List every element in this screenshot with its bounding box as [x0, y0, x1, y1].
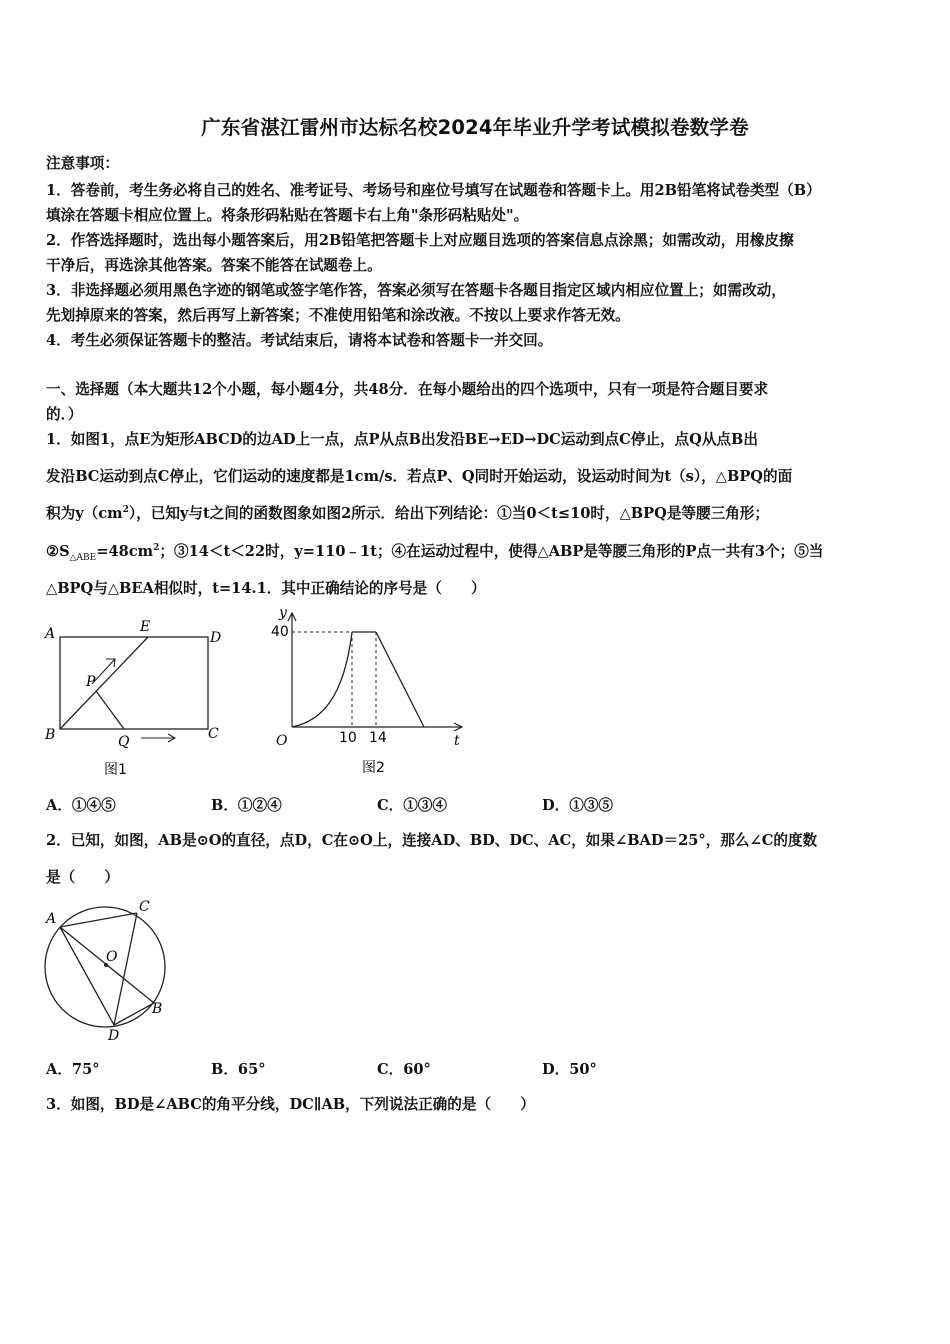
falling-segment [376, 632, 424, 727]
question-2-text: 2．已知，如图，AB是⊙O的直径，点D，C在⊙O上，连接AD、BD、DC、AC，如果∠BAD＝25°，那么∠C的度数 [46, 832, 818, 849]
curve-segment [292, 632, 352, 727]
question-1-text: △BPQ与△BEA相似时，t=14.1．其中正确结论的序号是（ ） [46, 580, 486, 597]
option-b: B．①②④ [211, 797, 282, 814]
point-label-a: A [46, 911, 57, 927]
option-a: A．75° [46, 1061, 100, 1078]
superscript: 2 [122, 505, 129, 516]
question-3-text: 3．如图，BD是∠ABC的角平分线，DC∥AB，下列说法正确的是（ ） [46, 1096, 535, 1113]
chord-ac [60, 913, 137, 927]
origin-label: O [276, 733, 288, 749]
superscript: 2 [153, 543, 160, 554]
chord-bd [114, 1003, 154, 1025]
question-1-text [46, 540, 823, 563]
page-title: 广东省湛江雷州市达标名校2024年毕业升学考试模拟卷数学卷 [201, 116, 749, 139]
subscript: △ABE [69, 552, 97, 563]
point-label-o: O [106, 949, 118, 965]
text-fragment: ），已知y与t之间的函数图象如图2所示．给出下列结论：①当0＜t≤10时，△BPQ是等腰三角形； [128, 505, 769, 522]
t-tick-14: 14 [369, 730, 387, 746]
chord-dc [114, 913, 137, 1025]
point-label-e: E [140, 619, 151, 635]
y-axis-label: y [279, 605, 287, 621]
segment-be [60, 637, 148, 729]
point-label-c: C [139, 899, 150, 915]
question-1-text [46, 502, 769, 523]
point-label-b: B [152, 1001, 163, 1017]
text-fragment: 积为y（cm [46, 505, 123, 522]
point-label-p: P [86, 674, 96, 690]
question-1-text: 发沿BC运动到点C停止，它们运动的速度都是1cm/s．若点P、Q同时开始运动，设运动时间为t（s），△BPQ的面 [46, 468, 793, 485]
notice-line: 干净后，再选涂其他答案。答案不能答在试题卷上。 [46, 257, 382, 274]
figure-circle [38, 896, 178, 1046]
figure-1-caption: 图1 [104, 762, 127, 778]
option-b: B．65° [211, 1061, 266, 1078]
notice-line: 4．考生必须保证答题卡的整洁。考试结束后，请将本试卷和答题卡一并交回。 [46, 332, 553, 349]
y-tick-40: 40 [271, 624, 289, 640]
figure-2-graph [264, 605, 474, 780]
notice-heading: 注意事项： [46, 155, 119, 172]
text-fragment: =48cm [96, 543, 154, 560]
point-label-c: C [208, 726, 219, 742]
figure-1-rectangle [40, 612, 240, 780]
figure-2-caption: 图2 [362, 760, 385, 776]
question-2-text: 是（ ） [46, 869, 119, 886]
text-fragment: ；③14＜t＜22时，y=110﹣1t；④在运动过程中，使得△ABP是等腰三角形的P点一共有3个；⑤当 [159, 543, 824, 560]
notice-line: 3．非选择题必须用黑色字迹的钢笔或签字笔作答，答案必须写在答题卡各题目指定区域内相应位置上；如需改动， [46, 282, 786, 299]
section-heading: 的．） [46, 406, 83, 423]
notice-line: 2．作答选择题时，选出每小题答案后，用2B铅笔把答题卡上对应题目选项的答案信息点涂黑；如需改动，用橡皮擦 [46, 232, 794, 249]
point-label-d: D [210, 630, 222, 646]
question-1-text: 1．如图1，点E为矩形ABCD的边AD上一点，点P从点B出发沿BE→ED→DC运动到点C停止，点Q从点B出 [46, 431, 758, 448]
point-label-a: A [45, 626, 56, 642]
option-c: C．60° [377, 1061, 431, 1078]
notice-line: 1．答卷前，考生务必将自己的姓名、准考证号、考场号和座位号填写在试题卷和答题卡上。用2B铅笔将试卷类型（B） [46, 182, 821, 199]
chord-ad [60, 927, 114, 1025]
point-label-d: D [108, 1028, 120, 1044]
text-fragment: ②S [46, 543, 70, 560]
option-d: D．50° [542, 1061, 597, 1078]
segment-pq [96, 691, 124, 729]
notice-line: 填涂在答题卡相应位置上。将条形码粘贴在答题卡右上角"条形码粘贴处"。 [46, 207, 529, 224]
option-a: A．①④⑤ [46, 797, 116, 814]
t-tick-10: 10 [339, 730, 357, 746]
point-label-q: Q [118, 734, 130, 750]
notice-line: 先划掉原来的答案，然后再写上新答案；不准使用铅笔和涂改液。不按以上要求作答无效。 [46, 307, 630, 324]
section-heading: 一、选择题（本大题共12个小题，每小题4分，共48分．在每小题给出的四个选项中，只有一项是符合题目要求 [46, 381, 769, 398]
motion-arrow-p [92, 659, 115, 684]
option-d: D．①③⑤ [542, 797, 614, 814]
point-label-b: B [45, 727, 56, 743]
t-axis-label: t [454, 733, 460, 749]
option-c: C．①③④ [377, 797, 447, 814]
